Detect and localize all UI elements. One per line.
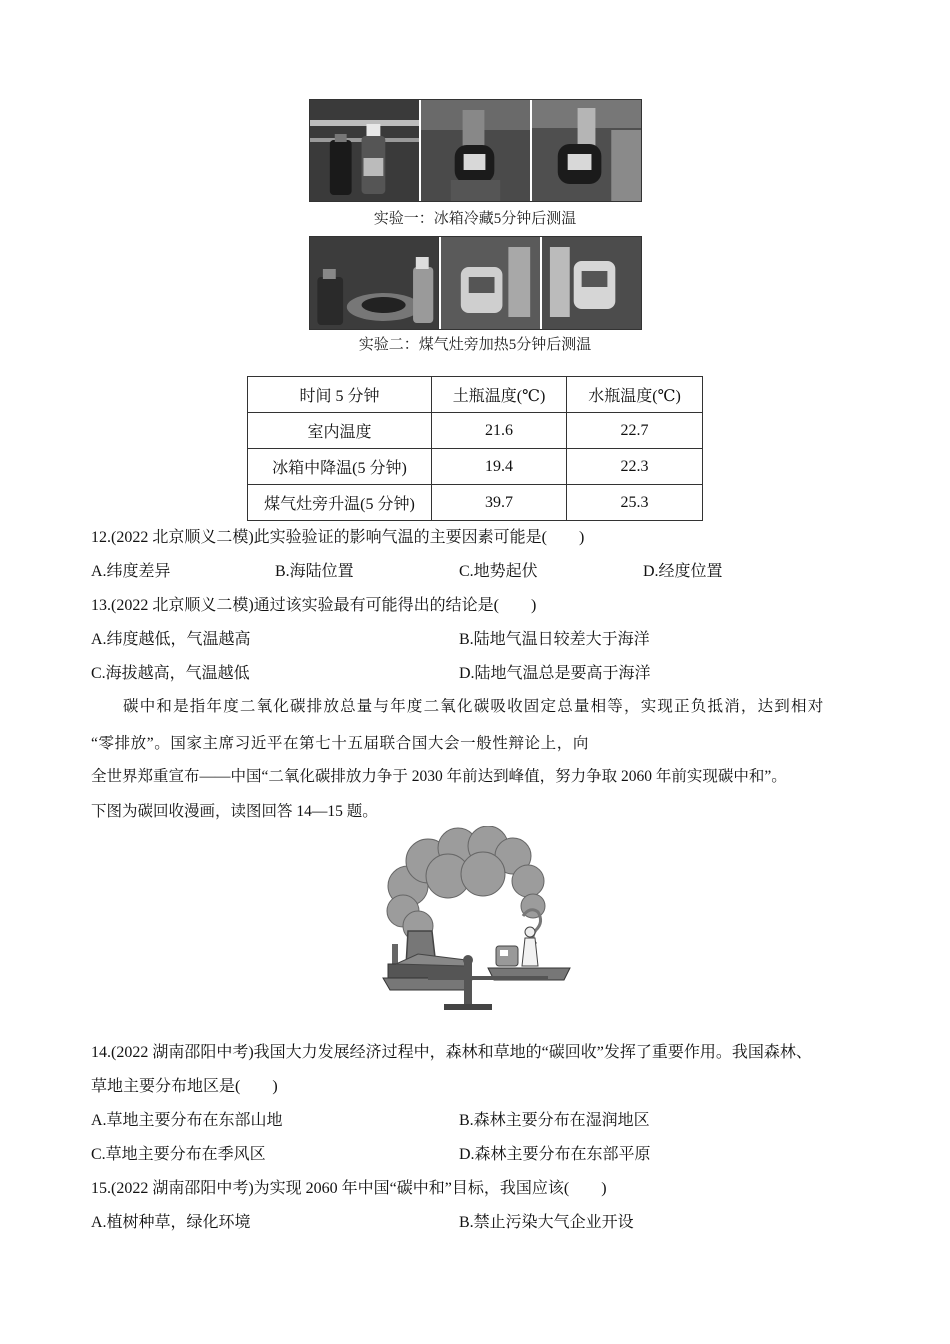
table-header-cell: 时间 5 分钟	[248, 377, 432, 413]
table-row	[248, 485, 703, 521]
table-row	[248, 413, 703, 449]
q12-option-b: B.海陆位置	[275, 563, 354, 580]
q13-option-c: C.海拔越高，气温越低	[91, 665, 250, 682]
thermometer-reading-photo-3	[441, 237, 542, 329]
experiment1-caption: 实验一：冰箱冷藏5分钟后测温	[373, 211, 577, 227]
experiment1-photos	[309, 99, 642, 202]
experiment2-caption: 实验二：煤气灶旁加热5分钟后测温	[358, 337, 592, 353]
q13-option-a: A.纬度越低，气温越高	[91, 631, 251, 648]
passage-line-1: 碳中和是指年度二氧化碳排放总量与年度二氧化碳吸收固定总量相等，实现正负抵消，达到相对	[123, 698, 825, 715]
question-12-stem: 12.(2022 北京顺义二模)此实验验证的影响气温的主要因素可能是( )	[91, 529, 585, 546]
q13-option-d: D.陆地气温总是要高于海洋	[459, 665, 651, 682]
passage-line-4: 下图为碳回收漫画，读图回答 14—15 题。	[91, 803, 378, 820]
table-header-cell: 水瓶温度(℃)	[567, 377, 703, 413]
passage-line-2: “零排放”。国家主席习近平在第七十五届联合国大会一般性辩论上，向	[91, 735, 589, 752]
table-cell: 19.4	[432, 449, 567, 485]
q12-option-c: C.地势起伏	[459, 563, 538, 580]
table-cell: 22.3	[567, 449, 703, 485]
question-13-stem: 13.(2022 北京顺义二模)通过该实验最有可能得出的结论是( )	[91, 597, 537, 614]
table-header-cell: 土瓶温度(℃)	[432, 377, 567, 413]
q14-option-a: A.草地主要分布在东部山地	[91, 1112, 283, 1129]
q15-option-b: B.禁止污染大气企业开设	[459, 1214, 634, 1231]
temperature-table	[247, 376, 703, 521]
experiment2-photos	[309, 236, 642, 330]
question-14-stem-line-1: 14.(2022 湖南邵阳中考)我国大力发展经济过程中，森林和草地的“碳回收”发挥了重要作用。我国森林、	[91, 1044, 812, 1061]
q13-option-b: B.陆地气温日较差大于海洋	[459, 631, 650, 648]
bottles-by-stove-photo	[310, 237, 441, 329]
q12-option-a: A.纬度差异	[91, 563, 171, 580]
q14-option-c: C.草地主要分布在季风区	[91, 1146, 266, 1163]
passage-line-3: 全世界郑重宣布——中国“二氧化碳排放力争于 2030 年前达到峰值，努力争取 2060 年前实现碳中和”。	[91, 768, 787, 785]
table-cell: 室内温度	[248, 413, 432, 449]
table-cell: 冰箱中降温(5 分钟)	[248, 449, 432, 485]
question-14-stem-line-2: 草地主要分布地区是( )	[91, 1078, 278, 1095]
table-header-row	[248, 377, 703, 413]
thermometer-reading-photo-2	[532, 100, 641, 201]
q15-option-a: A.植树种草，绿化环境	[91, 1214, 251, 1231]
table-cell: 25.3	[567, 485, 703, 521]
table-cell: 22.7	[567, 413, 703, 449]
carbon-recycling-cartoon	[378, 826, 578, 1016]
q14-option-b: B.森林主要分布在湿润地区	[459, 1112, 650, 1129]
table-cell: 21.6	[432, 413, 567, 449]
q12-option-d: D.经度位置	[643, 563, 723, 580]
table-cell: 39.7	[432, 485, 567, 521]
thermometer-reading-photo-4	[542, 237, 641, 329]
bottles-in-fridge-photo	[310, 100, 421, 201]
q14-option-d: D.森林主要分布在东部平原	[459, 1146, 651, 1163]
table-cell: 煤气灶旁升温(5 分钟)	[248, 485, 432, 521]
thermometer-reading-photo-1	[421, 100, 532, 201]
question-15-stem: 15.(2022 湖南邵阳中考)为实现 2060 年中国“碳中和”目标，我国应该( )	[91, 1180, 607, 1197]
table-row	[248, 449, 703, 485]
